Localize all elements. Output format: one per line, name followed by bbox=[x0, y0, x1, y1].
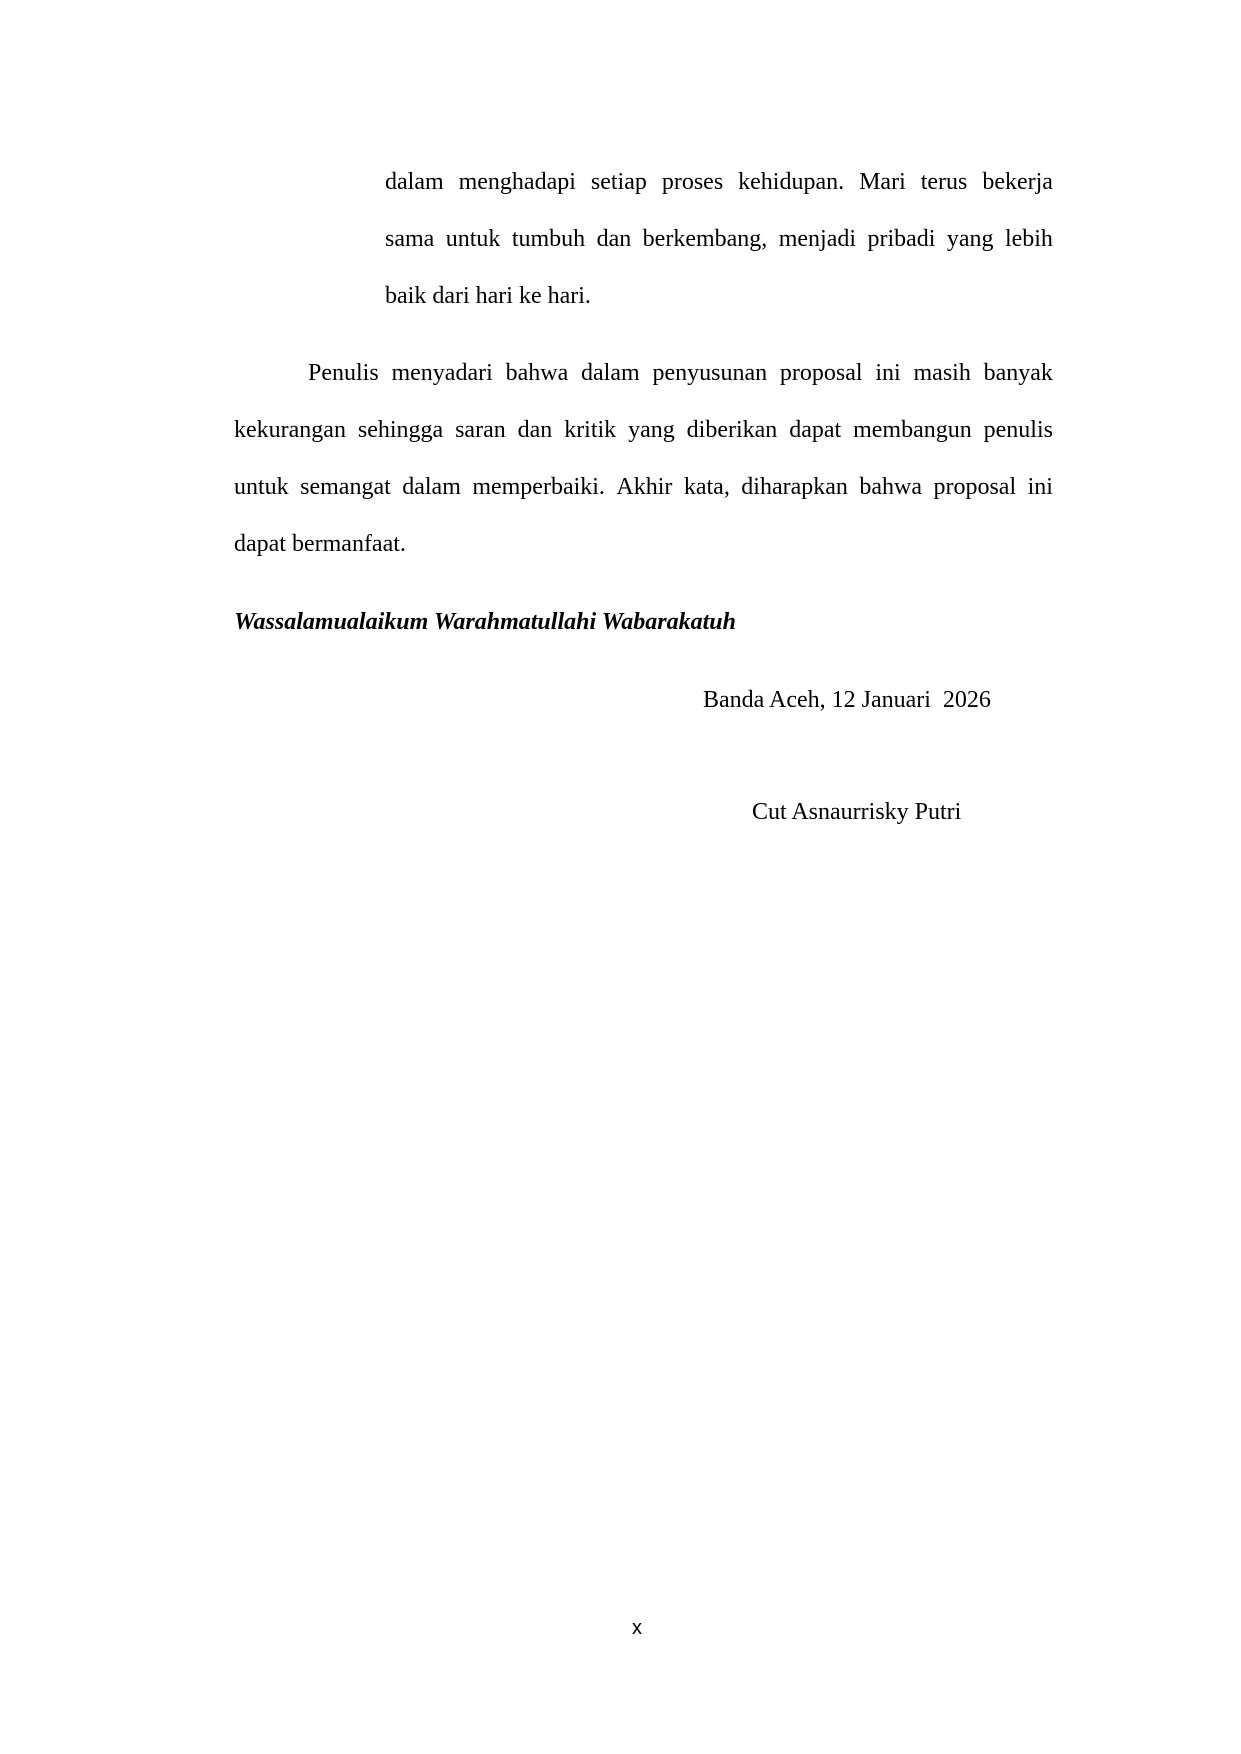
word: kekurangan bbox=[234, 417, 346, 443]
word: dan bbox=[517, 417, 553, 443]
word: menyadari bbox=[391, 360, 493, 386]
word: setiap bbox=[590, 169, 647, 195]
word: masih bbox=[913, 360, 971, 386]
word: ini bbox=[1027, 474, 1053, 500]
word: semangat bbox=[300, 474, 391, 500]
paragraph-line-1 bbox=[308, 359, 1053, 387]
word: berkembang, bbox=[642, 226, 768, 252]
word: Akhir bbox=[616, 474, 673, 500]
word: penulis bbox=[983, 417, 1053, 443]
word: dan bbox=[596, 226, 632, 252]
word: menjadi bbox=[778, 226, 857, 252]
word: ini bbox=[875, 360, 901, 386]
word: bahwa bbox=[505, 360, 569, 386]
word: proses bbox=[661, 169, 724, 195]
word: dalam bbox=[385, 169, 444, 195]
word: saran bbox=[455, 417, 506, 443]
word: bekerja bbox=[982, 169, 1053, 195]
page-number: x bbox=[632, 1617, 642, 1639]
word: kritik bbox=[564, 417, 617, 443]
paragraph-line-2 bbox=[234, 416, 1053, 444]
word: membangun bbox=[853, 417, 972, 443]
word: diberikan bbox=[686, 417, 778, 443]
word: terus bbox=[920, 169, 968, 195]
word: tumbuh bbox=[511, 226, 586, 252]
word: proposal bbox=[933, 474, 1017, 500]
paragraph-line-4: dapat bermanfaat. bbox=[234, 531, 406, 557]
closing-salutation: Wassalamualaikum Warahmatullahi Wabarakatuh bbox=[234, 609, 736, 635]
word: menghadapi bbox=[458, 169, 576, 195]
word: banyak bbox=[983, 360, 1053, 386]
word: Penulis bbox=[308, 360, 379, 386]
word: lebih bbox=[1004, 226, 1053, 252]
word: untuk bbox=[445, 226, 501, 252]
word: kata, bbox=[683, 474, 730, 500]
word: sehingga bbox=[357, 417, 444, 443]
place-date: Banda Aceh, 12 Januari 2026 bbox=[703, 687, 991, 713]
word: dapat bbox=[789, 417, 842, 443]
word: sama bbox=[385, 226, 435, 252]
word: memperbaiki. bbox=[472, 474, 605, 500]
list-continuation-line-3: baik dari hari ke hari. bbox=[385, 283, 591, 309]
word: Mari bbox=[859, 169, 906, 195]
word: penyusunan bbox=[652, 360, 768, 386]
word: bahwa bbox=[859, 474, 922, 500]
word: proposal bbox=[779, 360, 863, 386]
word: dalam bbox=[402, 474, 461, 500]
list-continuation-line-2 bbox=[385, 225, 1053, 253]
word: kehidupan. bbox=[738, 169, 845, 195]
word: yang bbox=[946, 226, 994, 252]
paragraph-line-3 bbox=[234, 473, 1053, 501]
word: pribadi bbox=[867, 226, 936, 252]
author-name: Cut Asnaurrisky Putri bbox=[752, 799, 962, 825]
list-continuation-line-1 bbox=[385, 168, 1053, 196]
word: yang bbox=[628, 417, 675, 443]
word: diharapkan bbox=[741, 474, 848, 500]
word: untuk bbox=[234, 474, 289, 500]
word: dalam bbox=[581, 360, 640, 386]
